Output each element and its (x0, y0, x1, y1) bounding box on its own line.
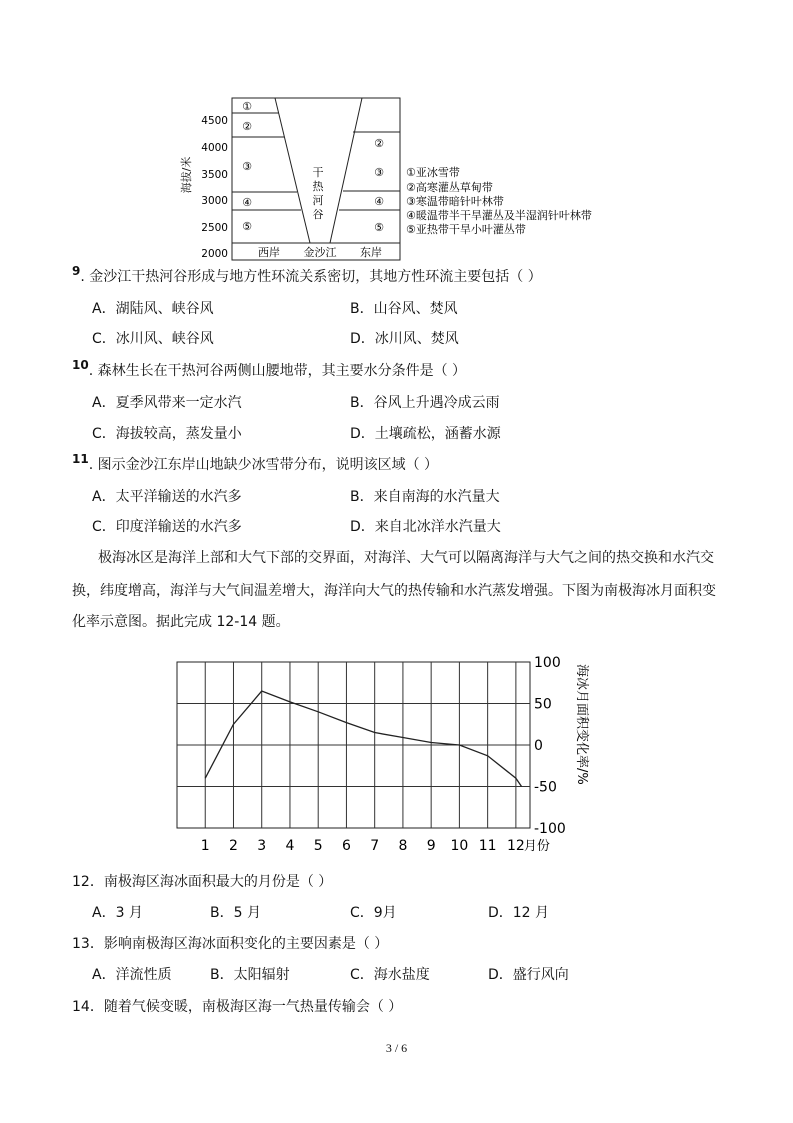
sea-ice-chart (170, 650, 610, 865)
valley-char-2: 热 (312, 180, 324, 193)
west-zone-1: ① (242, 100, 252, 113)
valley-char-4: 谷 (312, 208, 324, 221)
x-tick-label: 7 (370, 838, 380, 854)
q11-option-b[interactable]: B．来自南海的水汽量大 (350, 489, 500, 505)
q13-option-c[interactable]: C．海水盐度 (350, 967, 430, 983)
tick-4000: 4000 (201, 142, 228, 154)
x-tick-label: 10 (450, 838, 469, 854)
series-line (205, 691, 521, 786)
diagram-frame (232, 98, 400, 260)
x-axis-label: 月份 (523, 839, 550, 854)
y-tick-label: -50 (534, 779, 557, 796)
question-stem: . 金沙江干热河谷形成与地方性环流关系密切，其地方性环流主要包括（ ） (80, 269, 542, 285)
passage-line-2: 换，纬度增高，海洋与大气间温差增大，海洋向大气的热传输和水汽蒸发增强。下图为南极海冰月面积变 (72, 583, 716, 599)
east-zone-2: ② (374, 137, 384, 150)
tick-4500: 4500 (201, 115, 228, 127)
question-number: 10 (72, 358, 89, 372)
x-tick-label: 11 (478, 838, 497, 854)
legend-3: ③寒温带暗针叶林带 (406, 195, 504, 208)
q13-option-a[interactable]: A．洋流性质 (92, 967, 172, 983)
tick-3500: 3500 (201, 169, 228, 181)
x-tick-label: 5 (313, 838, 323, 854)
east-zone-3: ③ (374, 166, 384, 179)
tick-2000: 2000 (201, 248, 228, 260)
chart-grid (177, 662, 530, 828)
q10-option-c[interactable]: C．海拔较高，蒸发量小 (92, 426, 242, 442)
x-tick-label: 12 (506, 838, 525, 854)
chart-y-ticks (534, 655, 566, 837)
question-number: 9 (72, 264, 81, 278)
west-zone-4: ④ (242, 196, 252, 209)
passage-line-3: 化率示意图。据此完成 12-14 题。 (72, 614, 290, 630)
west-zone-5: ⑤ (242, 220, 252, 233)
x-tick-label: 6 (341, 838, 351, 854)
west-zone-2: ② (242, 120, 252, 133)
label-west-bank: 西岸 (258, 246, 280, 259)
label-jinsha-river: 金沙江 (303, 246, 337, 259)
tick-3000: 3000 (201, 195, 228, 207)
q11-option-d[interactable]: D．来自北冰洋水汽量大 (350, 519, 501, 535)
q12-option-b[interactable]: B．5 月 (210, 905, 261, 921)
west-slope (275, 98, 310, 243)
legend-2: ②高寒灌丛草甸带 (406, 181, 493, 194)
page-number: 3 / 6 (385, 1041, 408, 1055)
x-tick-label: 3 (257, 838, 267, 854)
q10-option-b[interactable]: B．谷风上升遇冷成云雨 (350, 395, 500, 411)
x-tick-label: 1 (200, 838, 210, 854)
q12-option-c[interactable]: C．9月 (350, 905, 397, 921)
q13-option-b[interactable]: B．太阳辐射 (210, 967, 290, 983)
west-zone-3: ③ (242, 160, 252, 173)
q12-option-d[interactable]: D．12 月 (488, 905, 550, 921)
q11-option-c[interactable]: C．印度洋输送的水汽多 (92, 519, 242, 535)
valley-diagram (170, 90, 630, 265)
x-tick-label: 4 (285, 838, 295, 854)
question-number: 11 (72, 452, 89, 466)
question-9 (72, 264, 542, 286)
legend-5: ⑤亚热带干旱小叶灌丛带 (406, 223, 526, 236)
q13-option-d[interactable]: D．盛行风向 (488, 967, 569, 983)
east-zone-4: ④ (374, 195, 384, 208)
east-slope (330, 98, 362, 243)
tick-2500: 2500 (201, 222, 228, 234)
y-axis-label: 海冰月面积变化率/% (574, 664, 589, 785)
chart-x-ticks (201, 838, 525, 854)
passage-line-1: 极海冰区是海洋上部和大气下部的交界面，对海洋、大气可以隔离海洋与大气之间的热交换和水汽交 (98, 550, 714, 566)
q9-option-c[interactable]: C．冰川风、峡谷风 (92, 331, 214, 347)
legend-1: ①亚冰雪带 (406, 166, 460, 179)
valley-char-3: 河 (312, 194, 324, 207)
q10-option-d[interactable]: D．土壤疏松，涵蓄水源 (350, 426, 501, 442)
question-13: 13．影响南极海区海冰面积变化的主要因素是（ ） (72, 936, 389, 952)
y-tick-label: 50 (534, 696, 552, 713)
q10-option-a[interactable]: A．夏季风带来一定水汽 (92, 395, 242, 411)
question-stem: . 图示金沙江东岸山地缺少冰雪带分布，说明该区域（ ） (88, 457, 439, 473)
question-10 (72, 358, 467, 380)
question-12: 12．南极海区海冰面积最大的月份是（ ） (72, 874, 333, 890)
q9-option-b[interactable]: B．山谷风、焚风 (350, 301, 458, 317)
question-11 (72, 452, 439, 474)
q12-option-a[interactable]: A．3 月 (92, 905, 143, 921)
q9-option-a[interactable]: A．湖陆风、峡谷风 (92, 301, 214, 317)
question-14: 14．随着气候变暖，南极海区海一气热量传输会（ ） (72, 999, 403, 1015)
label-east-bank: 东岸 (360, 246, 382, 259)
y-tick-label: -100 (534, 821, 566, 837)
x-tick-label: 8 (398, 838, 408, 854)
y-tick-label: 0 (534, 738, 543, 754)
valley-char-1: 干 (312, 166, 324, 179)
y-tick-label: 100 (534, 655, 561, 671)
east-zone-5: ⑤ (374, 221, 384, 234)
q9-option-d[interactable]: D．冰川风、焚风 (350, 331, 459, 347)
x-tick-label: 2 (229, 838, 238, 854)
legend-4: ④暖温带半干旱灌丛及半湿润针叶林带 (406, 209, 592, 222)
x-tick-label: 9 (426, 838, 436, 854)
q11-option-a[interactable]: A．太平洋输送的水汽多 (92, 489, 242, 505)
question-stem: . 森林生长在干热河谷两侧山腰地带，其主要水分条件是（ ） (88, 363, 467, 379)
y-axis-label: 海拔/米 (180, 156, 193, 194)
